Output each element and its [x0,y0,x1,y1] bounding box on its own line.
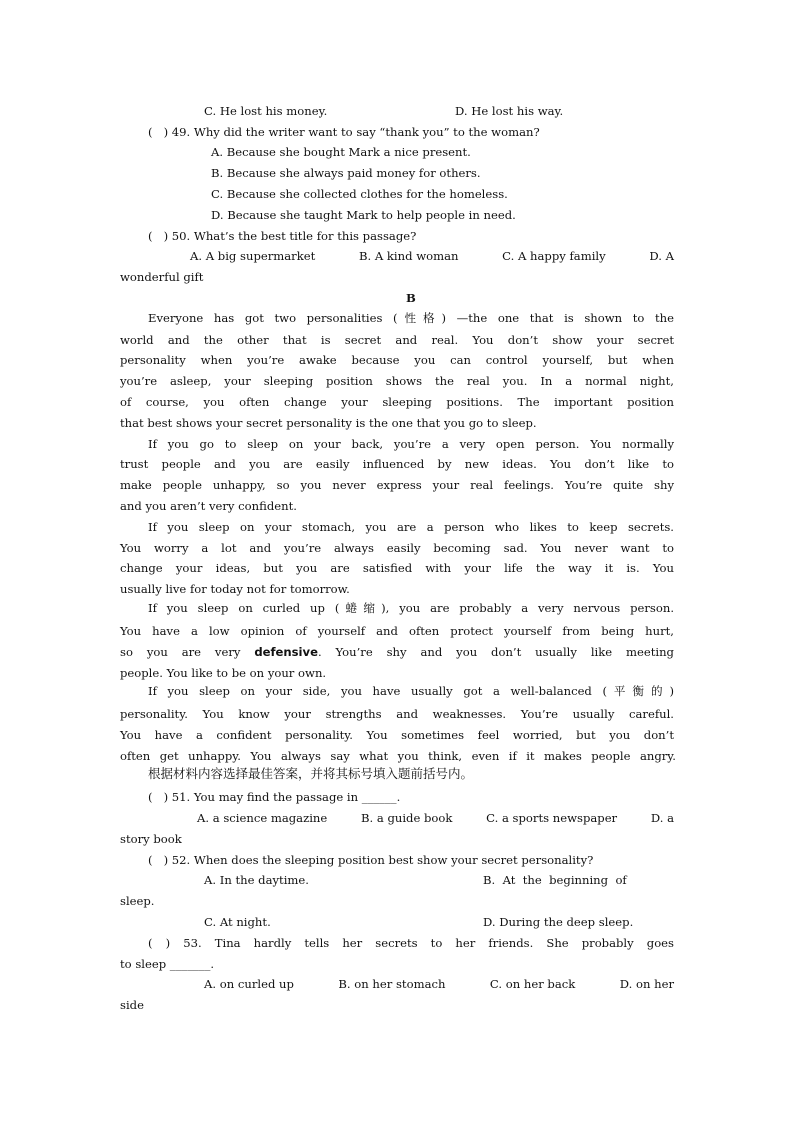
passage-line: you’re asleep, your sleeping position shows the real you. In a normal night, [120,374,674,388]
q48-option-d: D. He lost his way. [455,104,564,118]
passage-line: often get unhappy. You always say what you think, even if it makes people angry. [120,749,676,763]
q52-stem: ( ) 52. When does the sleeping position best show your secret personality? [148,853,594,867]
q50-stem: ( ) 50. What’s the best title for this passage? [148,229,417,243]
instruction: 根据材料内容选择最佳答案，并将其标号填入题前括号内。 [148,766,474,781]
passage-line: make people unhappy, so you never express your real feelings. You’re quite shy [120,478,674,492]
passage-line: that best shows your secret personality is the one that you go to sleep. [120,416,537,430]
passage-line: people. You like to be on your own. [120,666,327,680]
q52-option-c: C. At night. [204,915,271,929]
passage-line: If you sleep on your side, you have usually got a well-balanced (平衡的) [148,684,674,698]
passage-line: trust people and you are easily influenced by new ideas. You don’t like to [120,457,674,471]
q49-option: C. Because she collected clothes for the homeless. [211,187,508,201]
q49-stem: ( ) 49. Why did the writer want to say “thank you” to the woman? [148,125,540,139]
passage-line: and you aren’t very confident. [120,499,297,513]
passage-line: If you sleep on your stomach, you are a person who likes to keep secrets. [148,520,674,534]
passage-line: world and the other that is secret and real. You don’t show your secret [120,333,674,347]
q48-option-c: C. He lost his money. [204,104,328,118]
q52-option-b-cont: sleep. [120,894,155,908]
passage-line: of course, you often change your sleeping positions. The important position [120,395,674,409]
passage-line: You have a low opinion of yourself and often protect yourself from being hurt, [120,624,674,638]
q49-option: B. Because she always paid money for others. [211,166,481,180]
q49-option: D. Because she taught Mark to help people in need. [211,208,516,222]
q51-stem: ( ) 51. You may find the passage in ______. [148,790,401,804]
passage-line: If you sleep on curled up (蜷缩), you are probably a very nervous person. [148,601,674,615]
q50-option-cont: wonderful gift [120,270,204,284]
defensive-keyword: defensive [254,645,318,659]
q53-option: D. on her [619,977,674,991]
q51-option: B. a guide book [360,811,453,825]
passage-line: usually live for today not for tomorrow. [120,582,350,596]
q51-options-row [197,811,674,825]
passage-line: Everyone has got two personalities (性格) —the one that is shown to the [148,311,674,325]
q53-option: B. on her stomach [338,977,446,991]
q52-option-b: B. At the beginning of [483,873,627,887]
passage-line: personality when you’re awake because you can control yourself, but when [120,353,674,367]
passage-line: personality. You know your strengths and weaknesses. You’re usually careful. [120,707,674,721]
q50-option: C. A happy family [502,249,606,263]
q51-option-cont: story book [120,832,182,846]
passage-line: If you go to sleep on your back, you’re a very open person. You normally [148,437,674,451]
passage-line: change your ideas, but you are satisfied with your life the way it is. You [120,561,674,575]
passage-line: You worry a lot and you’re always easily becoming sad. You never want to [120,541,674,555]
q53-stem: ( ) 53. Tina hardly tells her secrets to her friends. She probably goes [148,936,674,950]
q51-option: D. a [650,811,674,825]
q50-options-row [190,249,674,263]
q53-options-row [204,977,674,991]
q50-option: B. A kind woman [358,249,459,263]
section-heading: B [406,291,416,305]
q53-option: C. on her back [489,977,576,991]
q51-option: A. a science magazine [197,811,328,825]
passage-line: so you are very defensive. You’re shy and you don’t usually like meeting [120,645,674,659]
q50-option: D. A [649,249,674,263]
q53-option: A. on curled up [204,977,294,991]
passage-line: You have a confident personality. You sometimes feel worried, but you don’t [120,728,674,742]
q51-option: C. a sports newspaper [486,811,618,825]
q52-option-d: D. During the deep sleep. [483,915,634,929]
q50-option: A. A big supermarket [190,249,316,263]
q49-option: A. Because she bought Mark a nice present. [211,145,471,159]
q52-option-a: A. In the daytime. [204,873,309,887]
q53-stem-cont: to sleep _______. [120,957,215,971]
q53-option-cont: side [120,998,144,1012]
